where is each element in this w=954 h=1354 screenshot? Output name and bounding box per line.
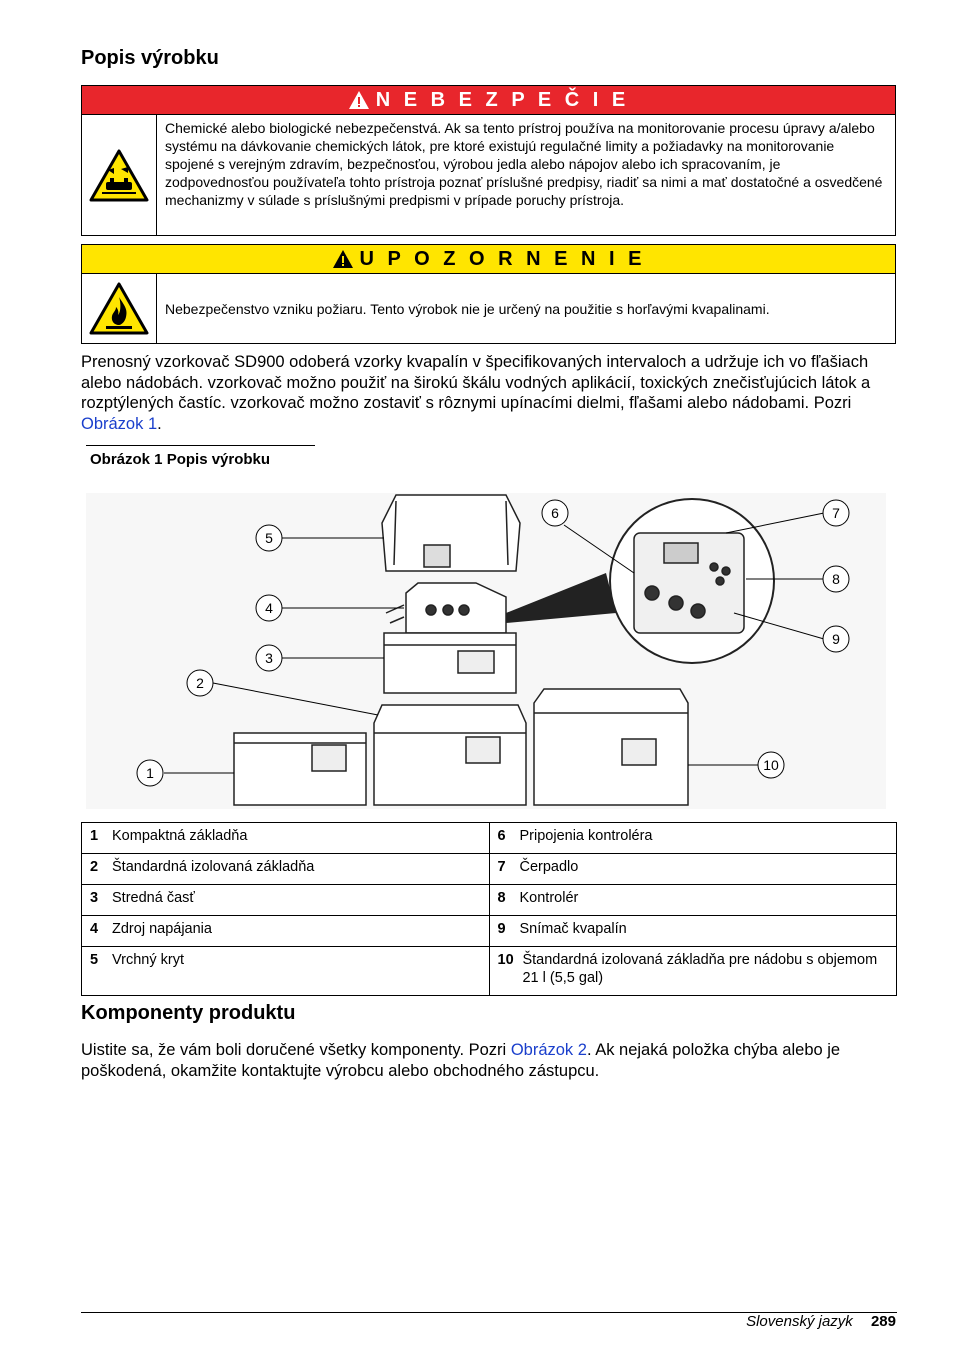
legend-cell: 8 Kontrolér (489, 885, 897, 916)
danger-text: Chemické alebo biologické nebezpečenstvá. Ak sa tento prístroj používa na monitorovanie procesu úpravy a/alebo systému na dávkovanie chemických látok, pre ktoré existujú regulačné limity a požiadavky na monitorovanie spojené s verejným zdravím, bezpečnosťou, výrobou jedla alebo nápojov alebo ich spracovaním, je zodpovednosťou používateľa tohto prístroja poznať príslušné predpisy, riadiť sa nimi a mať dostatočné a osvedčené mechanizmy v súlade s príslušnými predpismi v prípade poruchy prístroja. (165, 120, 883, 208)
legend-cell: 7 Čerpadlo (489, 854, 897, 885)
callout-2: 2 (196, 675, 204, 691)
table-row (82, 823, 897, 854)
flammable-hazard-icon (88, 281, 150, 337)
power-supply (406, 583, 506, 633)
legend-cell: 3 Stredná časť (82, 885, 490, 916)
section-title: Komponenty produktu (81, 1002, 296, 1024)
danger-heading: N E B E Z P E Č I E (375, 88, 630, 111)
product-figure (86, 493, 886, 809)
table-row (82, 885, 897, 916)
legend-cell: 1 Kompaktná základňa (82, 823, 490, 854)
components-text-end: . Ak nejaká položka chýba alebo je poškodená, okamžite kontaktujte výrobcu alebo obchodného zástupcu. (81, 1041, 841, 1080)
callout-8: 8 (832, 571, 840, 587)
table-row (82, 947, 897, 996)
legend-cell: 2 Štandardná izolovaná základňa (82, 854, 490, 885)
callout-1: 1 (146, 765, 154, 781)
callout-10: 10 (763, 757, 779, 773)
figure-2-link[interactable]: Obrázok 2 (510, 1041, 587, 1059)
footer-language: Slovenský jazyk (746, 1313, 853, 1330)
callout-6: 6 (551, 505, 559, 521)
warning-heading: U P O Z O R N E N I E (359, 247, 646, 270)
warning-icon-cell (82, 274, 157, 344)
figure-1-link[interactable]: Obrázok 1 (81, 414, 158, 433)
components-text: Uistite sa, že vám boli doručené všetky komponenty. Pozri (81, 1041, 511, 1059)
legend-cell: 9 Snímač kvapalín (489, 916, 897, 947)
callout-4: 4 (265, 600, 273, 616)
intro-end: . (157, 414, 162, 433)
table-row (82, 854, 897, 885)
callout-5: 5 (265, 530, 273, 546)
legend-cell: 5 Vrchný kryt (82, 947, 490, 996)
top-cover (382, 495, 520, 571)
section-title: Popis výrobku (81, 47, 219, 69)
legend-cell: 6 Pripojenia kontroléra (489, 823, 897, 854)
figure-legend-table (81, 822, 897, 996)
callout-7: 7 (832, 505, 840, 521)
callout-9: 9 (832, 631, 840, 647)
large-base (534, 689, 688, 805)
warning-text: Nebezpečenstvo vzniku požiaru. Tento výrobok nie je určený na použitie s horľavými kvapalinami. (165, 301, 770, 317)
danger-icon-cell (82, 115, 157, 236)
danger-box (81, 85, 896, 236)
standard-base (374, 705, 526, 805)
table-row (82, 916, 897, 947)
legend-cell: 10 Štandardná izolovaná základňa pre nádobu s objemom 21 l (5,5 gal) (489, 947, 897, 996)
caption-rule (86, 445, 315, 446)
danger-header (82, 86, 895, 115)
warning-triangle-icon (332, 249, 354, 269)
page-number: 289 (870, 1313, 896, 1330)
warning-box (81, 244, 896, 344)
warning-triangle-icon (348, 90, 370, 110)
top-cover-handle (424, 545, 450, 567)
components-paragraph (81, 1040, 897, 1081)
intro-paragraph (81, 352, 897, 434)
callout-3: 3 (265, 650, 273, 666)
figure-caption: Obrázok 1 Popis výrobku (90, 451, 271, 468)
corrosive-hazard-icon (88, 148, 150, 204)
warning-header (82, 245, 895, 274)
intro-text: Prenosný vzorkovač SD900 odoberá vzorky kvapalín v špecifikovaných intervaloch a udržuje ich vo fľašiach alebo nádobách. vzorkovač možno použiť na širokú škálu vodných aplikácií, toxických znečisťujúcich látok a rozptýlených častíc. vzorkovač možno zostaviť s rôznymi upínacími dielmi, fľašami alebo nádobami. Pozri (81, 353, 871, 412)
footer (746, 1313, 896, 1330)
middle-section (384, 633, 516, 693)
legend-cell: 4 Zdroj napájania (82, 916, 490, 947)
